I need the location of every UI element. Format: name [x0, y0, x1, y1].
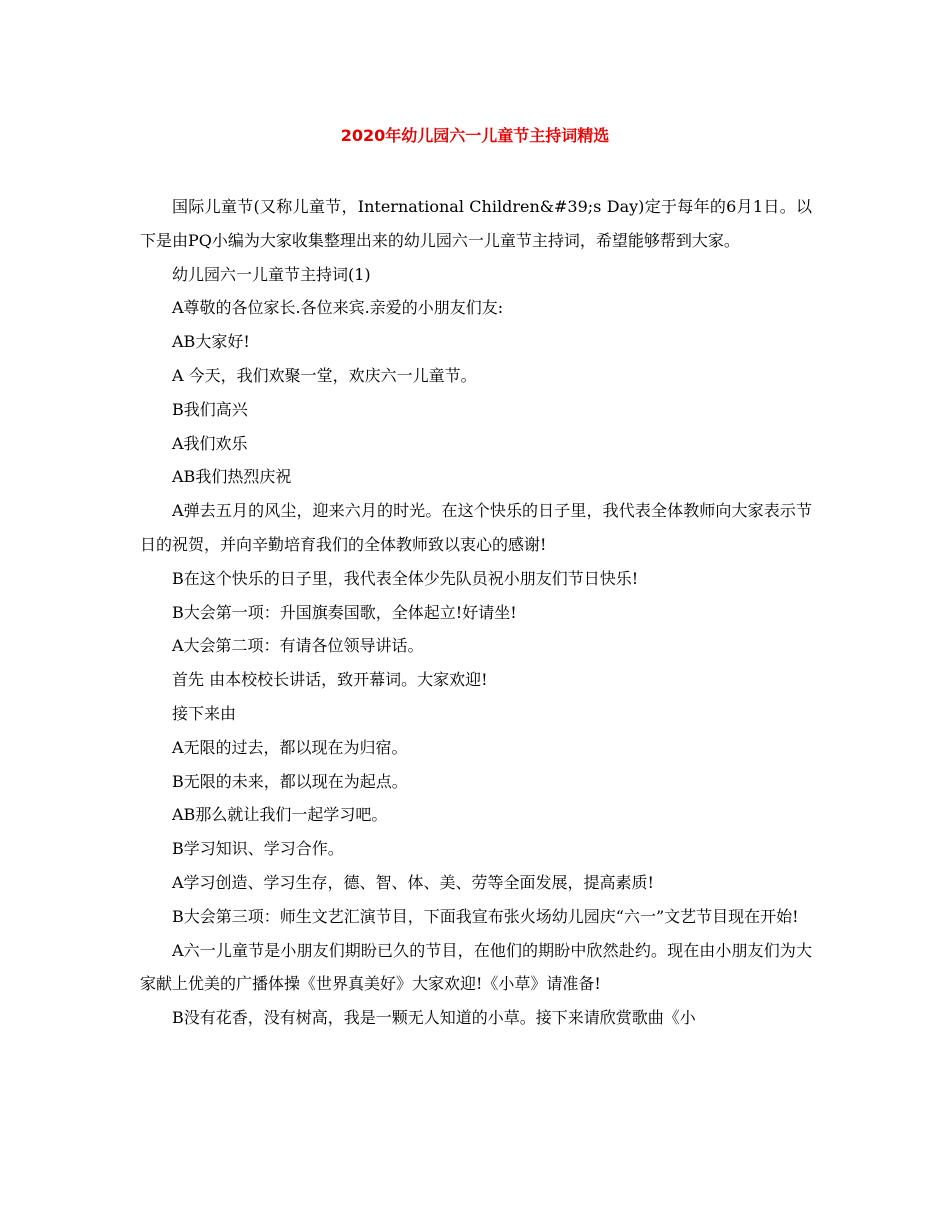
paragraph: AB我们热烈庆祝: [172, 467, 292, 487]
paragraph: 接下来由: [172, 703, 237, 723]
paragraph: B无限的未来，都以现在为起点。: [172, 771, 408, 791]
paragraph: A大会第二项：有请各位领导讲话。: [172, 636, 424, 656]
paragraph: A无限的过去，都以现在为归宿。: [172, 737, 408, 757]
paragraph: A我们欢乐: [172, 433, 248, 453]
paragraph: B我们高兴: [172, 399, 248, 419]
paragraph: A六一儿童节是小朋友们期盼已久的节目，在他们的期盼中欣然赴约。现在由小朋友们为大家献上优美的广播体操《世界真美好》大家欢迎!《小草》请准备!: [140, 940, 812, 994]
paragraph: B在这个快乐的日子里，我代表全体少先队员祝小朋友们节日快乐!: [172, 568, 639, 588]
paragraph: A学习创造、学习生存，德、智、体、美、劳等全面发展，提高素质!: [172, 872, 654, 892]
document-body: [140, 190, 812, 1035]
paragraph: B大会第一项：升国旗奏国歌，全体起立!好请坐!: [172, 602, 517, 622]
paragraph: B学习知识、学习合作。: [172, 839, 344, 859]
paragraph: 首先 由本校校长讲话，致开幕词。大家欢迎!: [172, 670, 488, 690]
paragraph: AB大家好!: [172, 332, 250, 352]
paragraph: B没有花香，没有树高，我是一颗无人知道的小草。接下来请欣赏歌曲《小: [172, 1008, 696, 1028]
paragraph: A 今天，我们欢聚一堂，欢庆六一儿童节。: [172, 365, 477, 385]
paragraph: A弹去五月的风尘，迎来六月的时光。在这个快乐的日子里，我代表全体教师向大家表示节日的祝贺，并向辛勤培育我们的全体教师致以衷心的感谢!: [140, 501, 812, 554]
paragraph: 国际儿童节(又称儿童节，International Children&#39;s Day)定于每年的6月1日。以下是由PQ小编为大家收集整理出来的幼儿园六一儿童节主持词，希望能够帮到大家。: [140, 197, 812, 250]
paragraph: AB那么就让我们一起学习吧。: [172, 805, 388, 825]
document-title: 2020年幼儿园六一儿童节主持词精选: [340, 126, 610, 145]
paragraph: A尊敬的各位家长.各位来宾.亲爱的小朋友们友:: [172, 298, 504, 318]
paragraph: B大会第三项：师生文艺汇演节目，下面我宣布张火场幼儿园庆“六一”文艺节目现在开始!: [172, 906, 799, 926]
paragraph: 幼儿园六一儿童节主持词(1): [172, 264, 371, 284]
